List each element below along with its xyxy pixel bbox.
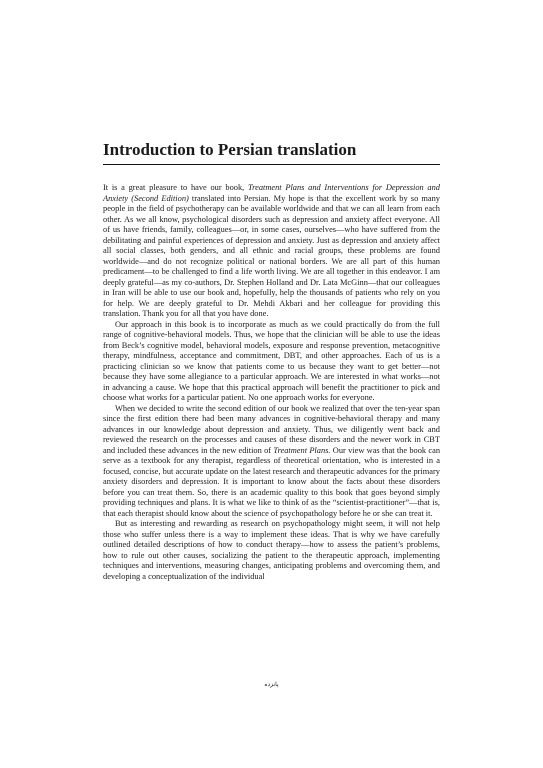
page-number: پانزده <box>264 682 279 688</box>
paragraph-1-rest: translated into Persian. My hope is that the excellent work by so many people in the field of psychotherapy can be available worldwide and that we can all learn from each other. As we all know, psychological disorders such as depression and anxiety affect everyone. All of us have friends, family, colleagues—or, in some cases, ourselves—who have suffered from the debilitating and painful experiences of depression and anxiety. Just as depression and anxiety affect all social classes, both genders, and all ethnic and racial groups, these problems are found worldwide—and do not recognize political or national borders. We are all part of this human predicament—to be challenged to find a life worth living. We are all together in this endeavor. I am deeply grateful—as my co-authors, Dr. Stephen Holland and Dr. Lata McGinn—that our colleagues in Iran will be able to use our book and, hopefully, help the thousands of patients who rely on you for help. We are deeply grateful to Dr. Mehdi Akbari and her colleague for providing this translation. Thank you for all that you have done. <box>103 193 440 318</box>
paragraph-3 <box>103 404 440 520</box>
paragraph-3-lead: When we decided to write the second edition of our book we realized that over the ten-year span since the first edition there had been many advances in cognitive-behavioral therapy and many advances in our knowledge about depression and anxiety. Thus, we diligently went back and reviewed the research on the processes and causes of these disorders and the newer work in CBT and included these advances in the new edition of <box>103 403 440 455</box>
page-title: Introduction to Persian translation <box>103 140 357 159</box>
paragraph-1-lead: It is a great pleasure to have our book, <box>103 183 248 192</box>
book-short-title-italic: Treatment Plans. <box>273 445 331 455</box>
paragraph-3-rest: Our view was that the book can serve as a textbook for any therapist, regardless of theoretical orientation, who is interested in a focused, concise, but accurate update on the latest research and therapeutic advances for the primary anxiety disorders and depression. It is important to know about the facts about these disorders before you can treat them. So, there is an academic quality to this book that goes beyond simply providing techniques and plans. It is what we like to think of as the “scientist-practitioner”—that is, that each therapist should know about the science of psychopathology before he or she can treat it. <box>103 445 441 518</box>
paragraph-2: Our approach in this book is to incorporate as much as we could practically do from the full range of cognitive-behavioral models. Thus, we hope that the clinician will be able to use the ideas from Beck’s cognitive model, behavioral models, exposure and response prevention, metacognitive therapy, mindfulness, acceptance and commitment, DBT, and other approaches. Each of us is a practicing clinician so we know that patients come to us because they want to get better—not because they have some allegiance to a particular approach. We are interested in what works—not in advancing a cause. We hope that this practical approach will benefit the practitioner to pick and choose what works for a particular patient. No one approach works for everyone. <box>103 319 440 402</box>
body-text <box>103 183 440 582</box>
paragraph-1 <box>103 183 440 320</box>
book-title-italic: Treatment Plans and Interventions for Depression and Anxiety (Second Edition) <box>103 183 440 203</box>
title-underline <box>103 164 440 165</box>
paragraph-4: But as interesting and rewarding as research on psychopathology might seem, it will not help those who suffer unless there is a way to implement these ideas. That is why we have carefully outlined detailed descriptions of how to conduct therapy—how to assess the patient’s problems, how to rule out other causes, socializing the patient to the therapeutic approach, implementing techniques and interventions, measuring changes, anticipating problems and overcoming them, and developing a conceptualization of the individual <box>103 519 440 581</box>
